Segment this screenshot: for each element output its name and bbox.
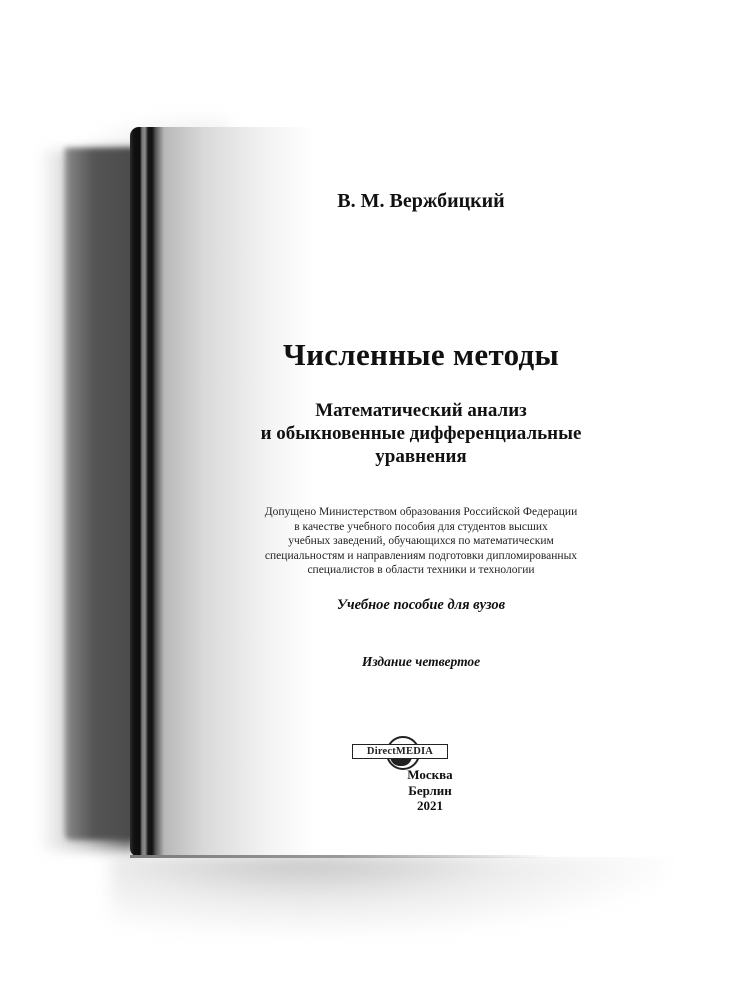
- approval-line: специалистов в области техники и технологии: [307, 564, 535, 576]
- subtitle-line: уравнения: [375, 446, 467, 467]
- edition-label: Издание четвертое: [361, 654, 481, 669]
- page-bottom-edge: [130, 855, 550, 858]
- subtitle-line: Математический анализ: [315, 400, 527, 421]
- imprint: [130, 767, 730, 814]
- publisher-name: DirectMEDIA: [352, 744, 448, 759]
- series-label: Учебное пособие для вузов: [336, 597, 506, 613]
- publisher-logo: [352, 739, 450, 763]
- approval-line: в качестве учебного пособия для студентов высших: [294, 520, 548, 533]
- approval-line: специальностям и направлениям подготовки дипломированных: [264, 549, 578, 562]
- year: 2021: [417, 798, 443, 813]
- city: Москва: [407, 767, 453, 782]
- title-page: [164, 127, 710, 857]
- shadow-bottom: [110, 855, 670, 935]
- city: Берлин: [408, 782, 452, 798]
- approval-note: [156, 505, 686, 578]
- book-subtitle: [156, 399, 686, 468]
- book-title: Численные методы: [283, 337, 559, 372]
- book: [130, 127, 710, 857]
- book-spine: [130, 127, 164, 857]
- subtitle-line: и обыкновенные дифференциальные: [260, 423, 582, 444]
- approval-line: Допущено Министерством образования Российской Федерации: [264, 506, 578, 518]
- author: В. М. Вержбицкий: [337, 190, 505, 212]
- shadow-left-core: [65, 148, 135, 840]
- approval-line: учебных заведений, обучающихся по математическим: [288, 535, 554, 547]
